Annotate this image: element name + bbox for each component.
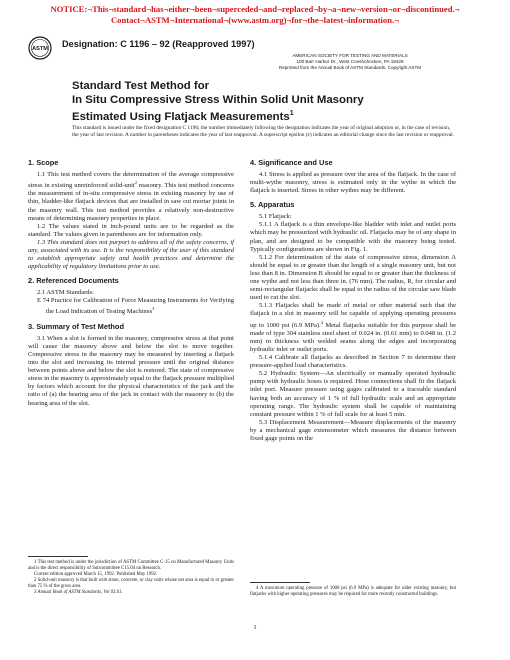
footnote-1: 1 This test method is under the jurisdiction of ASTM Committee C-15 on Manufactured Masonry Units and is the direct responsibility of Subcommittee C15.04 on Research. — [28, 560, 234, 572]
paragraph-5-2: 5.2 Hydraulic System—An electrically or manually operated hydraulic pump with hydraulic hoses is required. Hose connections shall fit the flatjack inlet port. Measure pressure using gages calibrated to a traceable standard having both an accuracy of 1 % of full hydraulic scale and an appropriate operating range. The hydraulic system shall be capable of maintaining constant pressure within 1 % of full scale for at least 5 min. — [250, 370, 456, 418]
section-heading: 5. Apparatus — [250, 200, 295, 210]
section-scope — [28, 158, 234, 271]
paragraph-5-1-1: 5.1.1 A flatjack is a thin envelope-like bladder with inlet and outlet ports which may be pressurized with hydraulic oil. Flatjacks may be of any shape in plan, and are designed to be compatible with the masonry being tested. Typically configurations are shown in Fig. 1. — [250, 221, 456, 253]
title-line-3: Estimated Using Flatjack Measurements$^1$ — [72, 110, 294, 123]
page-number: 1 — [253, 624, 257, 631]
paragraph-1-3: 1.3 This standard does not purport to address all of the safety concerns, if any, associated with its use. It is the responsibility of the user of this standard to establish appropriate safety and health practices and determine the applicability of regulatory limitations prior to use. — [28, 238, 234, 271]
paragraph-3-1: 3.1 When a slot is formed in the masonry, compressive stress at that point will cause the masonry above and below the slot to move together. Compressive stress in the masonry may be measured by inserting a flatjack into the slot and increasing its internal pressure until the original distance between points above and below the slot is restored. The state of compressive stress in the masonry is approximately equal to the flatjack pressure multiplied by factors which account for the physical characteristics of the jack and the ratio of (a) the bearing area of the jack in contact with the masonry to (b) the bearing area of the slot. — [28, 334, 234, 407]
section-referenced-documents — [28, 276, 234, 316]
section-heading: 4. Significance and Use — [250, 158, 333, 167]
section-heading: 3. Summary of Test Method — [28, 321, 124, 331]
paragraph-5-3: 5.3 Displacement Measurement—Measure displacements of the masonry by a mechanical gage extensometer which measures the distance between fixed gage points on the — [250, 418, 456, 442]
logo-text: ASTM — [32, 46, 48, 53]
paragraph-1-1: 1.1 This test method covers the determination of the average compressive stress in existing unreinforced solid-unit$^2$ masonry. This test method concerns the measurement of in-situ compressive stress in existing masonry by use of thin, bladder-like flatjack devices that are installed in saw cut mortar joints in the masonry wall. This test method provides a relatively non-destructive means of determining masonry properties in place. — [28, 171, 234, 222]
paragraph-4-1: 4.1 Stress is applied as pressure over the area of the flatjack. In the case of multi-wythe masonry, stress is estimated only in the wythe in which the flatjack is inserted. Stress in other wythes may be different. — [250, 171, 456, 195]
paragraph-1-2: 1.2 The values stated in inch-pound units are to be regarded as the standard. The values given in parentheses are for information only. — [28, 222, 234, 238]
astm-logo-icon — [28, 36, 52, 60]
left-column — [28, 158, 234, 413]
footnotes-left — [28, 560, 234, 597]
document-title — [72, 80, 452, 124]
issued-note: This standard is issued under the fixed designation C 1196; the number immediately following the designation indicates the year of original adoption or, in the case of revision, the year of last revision. A number in parentheses indicates the year of last reapproval. A superscript epsilon (ε) indicates an editorial change since the last revision or reapproval. — [72, 125, 455, 138]
paragraph-5-1-2: 5.1.2 For determination of the state of compressive stress, dimension A should be equal to or greater than the length of a single masonry unit, but not less than 8 in. Dimension B should be equal to or greater than the thickness of one wythe and not less than three in. (76 mm). The radius, R, for circular and semi-rectangular flatjacks shall be equal to the radius of the circular saw blade used to cut the slot. — [250, 253, 456, 302]
footnote-2: 2 Solid-unit masonry is that built with stone, concrete, or clay units whose net area is equal to or greater than 75 % of the gross area. — [28, 578, 234, 590]
right-column — [250, 158, 456, 448]
publisher-line-2: 100 Barr Harbor Dr., West Conshohocken, PA 19428 — [296, 59, 404, 64]
paragraph-5-1: 5.1 Flatjack: — [259, 213, 292, 221]
title-line-2: In Situ Compressive Stress Within Solid Unit Masonry — [72, 93, 364, 106]
footnotes-right — [250, 586, 456, 598]
section-apparatus — [250, 200, 456, 443]
reference-e74: E 74 Practice for Calibration of Force Measuring Instruments for Verifying the Load Indication of Testing Machines$^3$ — [37, 297, 234, 316]
paragraph-5-1-3: 5.1.3 Flatjacks shall be made of metal or other material such that the flatjack in a slot in masonry will be capable of applying operating pressures up to 1000 psi (6.9 MPa).$^4$ Metal flatjacks suitable for this purpose shall be made of type 304 stainless steel sheet of 0.024 in. (0.61 mm) to 0.048 in. (1.2 mm) in thickness with welded seams along the edges and incorporating hydraulic inlet or outlet ports. — [250, 302, 456, 353]
section-heading: 1. Scope — [28, 158, 59, 167]
section-heading: 2. Referenced Documents — [28, 276, 119, 286]
footnote-1b: Current edition approved March 15, 1992. Published May 1992. — [34, 572, 158, 578]
section-summary — [28, 322, 234, 408]
footnote-rule-right — [250, 582, 310, 583]
designation: Designation: C 1196 – 92 (Reapproved 1997) — [62, 39, 255, 49]
footnote-4: 4 A maximum operating pressure of 1000 psi (6.9 MPa) is adequate for older existing masonry, but flatjacks with higher operating pressures may be required for more recently constructed buildings. — [250, 586, 456, 598]
paragraph-5-1-4: 5.1.4 Calibrate all flatjacks as described in Section 7 to determine their pressure-applied load characteristics. — [250, 354, 456, 370]
title-line-1: Standard Test Method for — [72, 80, 210, 92]
paragraph-2-1: 2.1 ASTM Standards: — [37, 289, 94, 297]
publisher-line-1: AMERICAN SOCIETY FOR TESTING AND MATERIALS — [292, 53, 408, 58]
notice-line-1: NOTICE:¬This¬standard¬has¬either¬been¬superceded¬and¬replaced¬by¬a¬new¬version¬or¬discontinued.¬ — [50, 4, 460, 14]
publisher-block — [250, 53, 450, 71]
notice-line-2: Contact¬ASTM¬International¬(www.astm.org)¬for¬the¬latest¬information.¬ — [110, 15, 400, 25]
notice-banner — [0, 4, 510, 26]
footnote-rule-left — [28, 556, 88, 557]
footnote-3: 3 Annual Book of ASTM Standards, Vol 03.01. — [34, 590, 123, 596]
publisher-line-3: Reprinted from the Annual Book of ASTM Standards. Copyright ASTM — [278, 65, 422, 70]
section-significance — [250, 158, 456, 195]
